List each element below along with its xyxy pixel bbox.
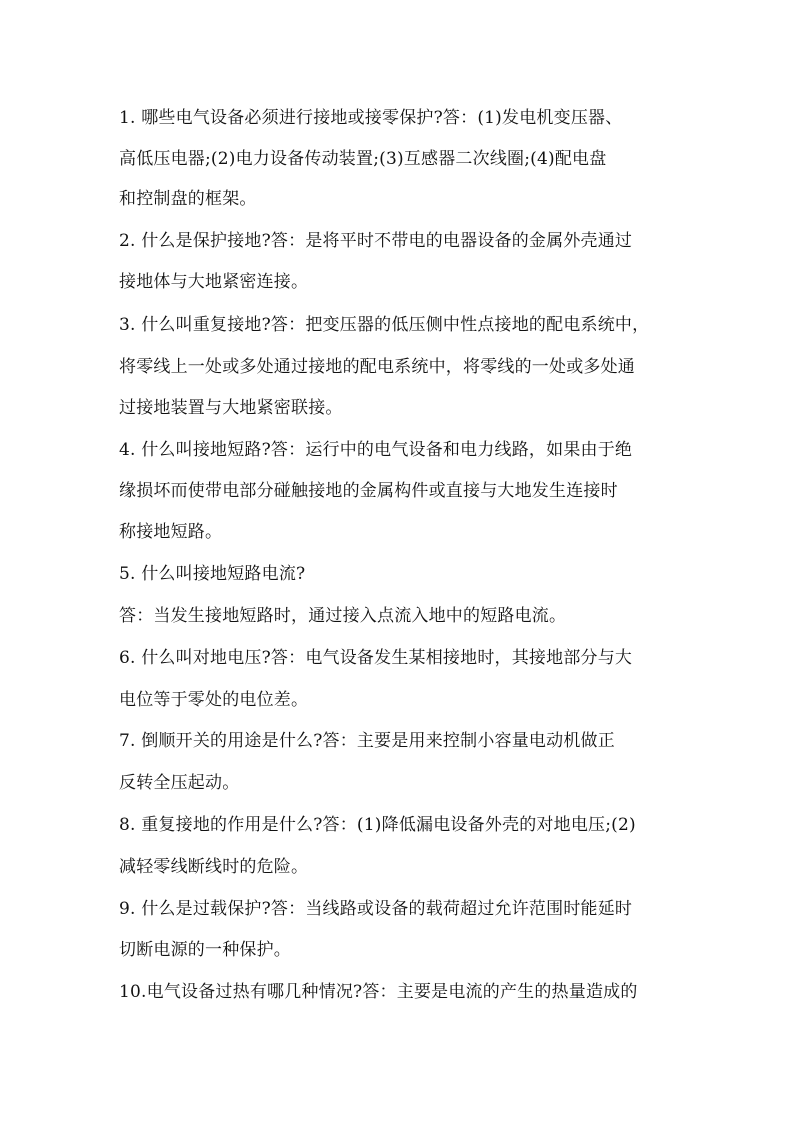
- text-line: 1. 哪些电气设备必须进行接地或接零保护?答：(1)发电机变压器、: [119, 108, 623, 128]
- text-line: 7. 倒顺开关的用途是什么?答：主要是用来控制小容量电动机做正: [119, 731, 615, 751]
- text-line: 电位等于零处的电位差。: [119, 690, 309, 710]
- text-line: 高低压电器;(2)电力设备传动装置;(3)互感器二次线圈;(4)配电盘: [119, 149, 607, 169]
- text-line: 10.电气设备过热有哪几种情况?答：主要是电流的产生的热量造成的: [119, 982, 638, 1002]
- text-line: 减轻零线断线时的危险。: [119, 857, 309, 877]
- text-line: 缘损坏而使带电部分碰触接地的金属构件或直接与大地发生连接时: [119, 481, 618, 501]
- text-line: 过接地装置与大地紧密联接。: [119, 398, 343, 418]
- text-line: 答：当发生接地短路时，通过接入点流入地中的短路电流。: [119, 606, 567, 626]
- text-line: 将零线上一处或多处通过接地的配电系统中，将零线的一处或多处通: [119, 357, 635, 377]
- text-line: 切断电源的一种保护。: [119, 940, 291, 960]
- text-line: 3. 什么叫重复接地?答：把变压器的低压侧中性点接地的配电系统中，: [119, 315, 650, 335]
- text-line: 5. 什么叫接地短路电流?: [119, 564, 306, 584]
- text-line: 6. 什么叫对地电压?答：电气设备发生某相接地时，其接地部分与大: [119, 648, 633, 668]
- text-line: 接地体与大地紧密连接。: [119, 272, 309, 292]
- text-line: 8. 重复接地的作用是什么?答：(1)降低漏电设备外壳的对地电压;(2): [119, 815, 636, 835]
- text-line: 4. 什么叫接地短路?答：运行中的电气设备和电力线路，如果由于绝: [119, 440, 633, 460]
- text-line: 9. 什么是过载保护?答：当线路或设备的载荷超过允许范围时能延时: [119, 899, 633, 919]
- text-line: 称接地短路。: [119, 522, 223, 542]
- text-line: 反转全压起动。: [119, 773, 240, 793]
- text-line: 2. 什么是保护接地?答：是将平时不带电的电器设备的金属外壳通过: [119, 231, 633, 251]
- text-line: 和控制盘的框架。: [119, 189, 257, 209]
